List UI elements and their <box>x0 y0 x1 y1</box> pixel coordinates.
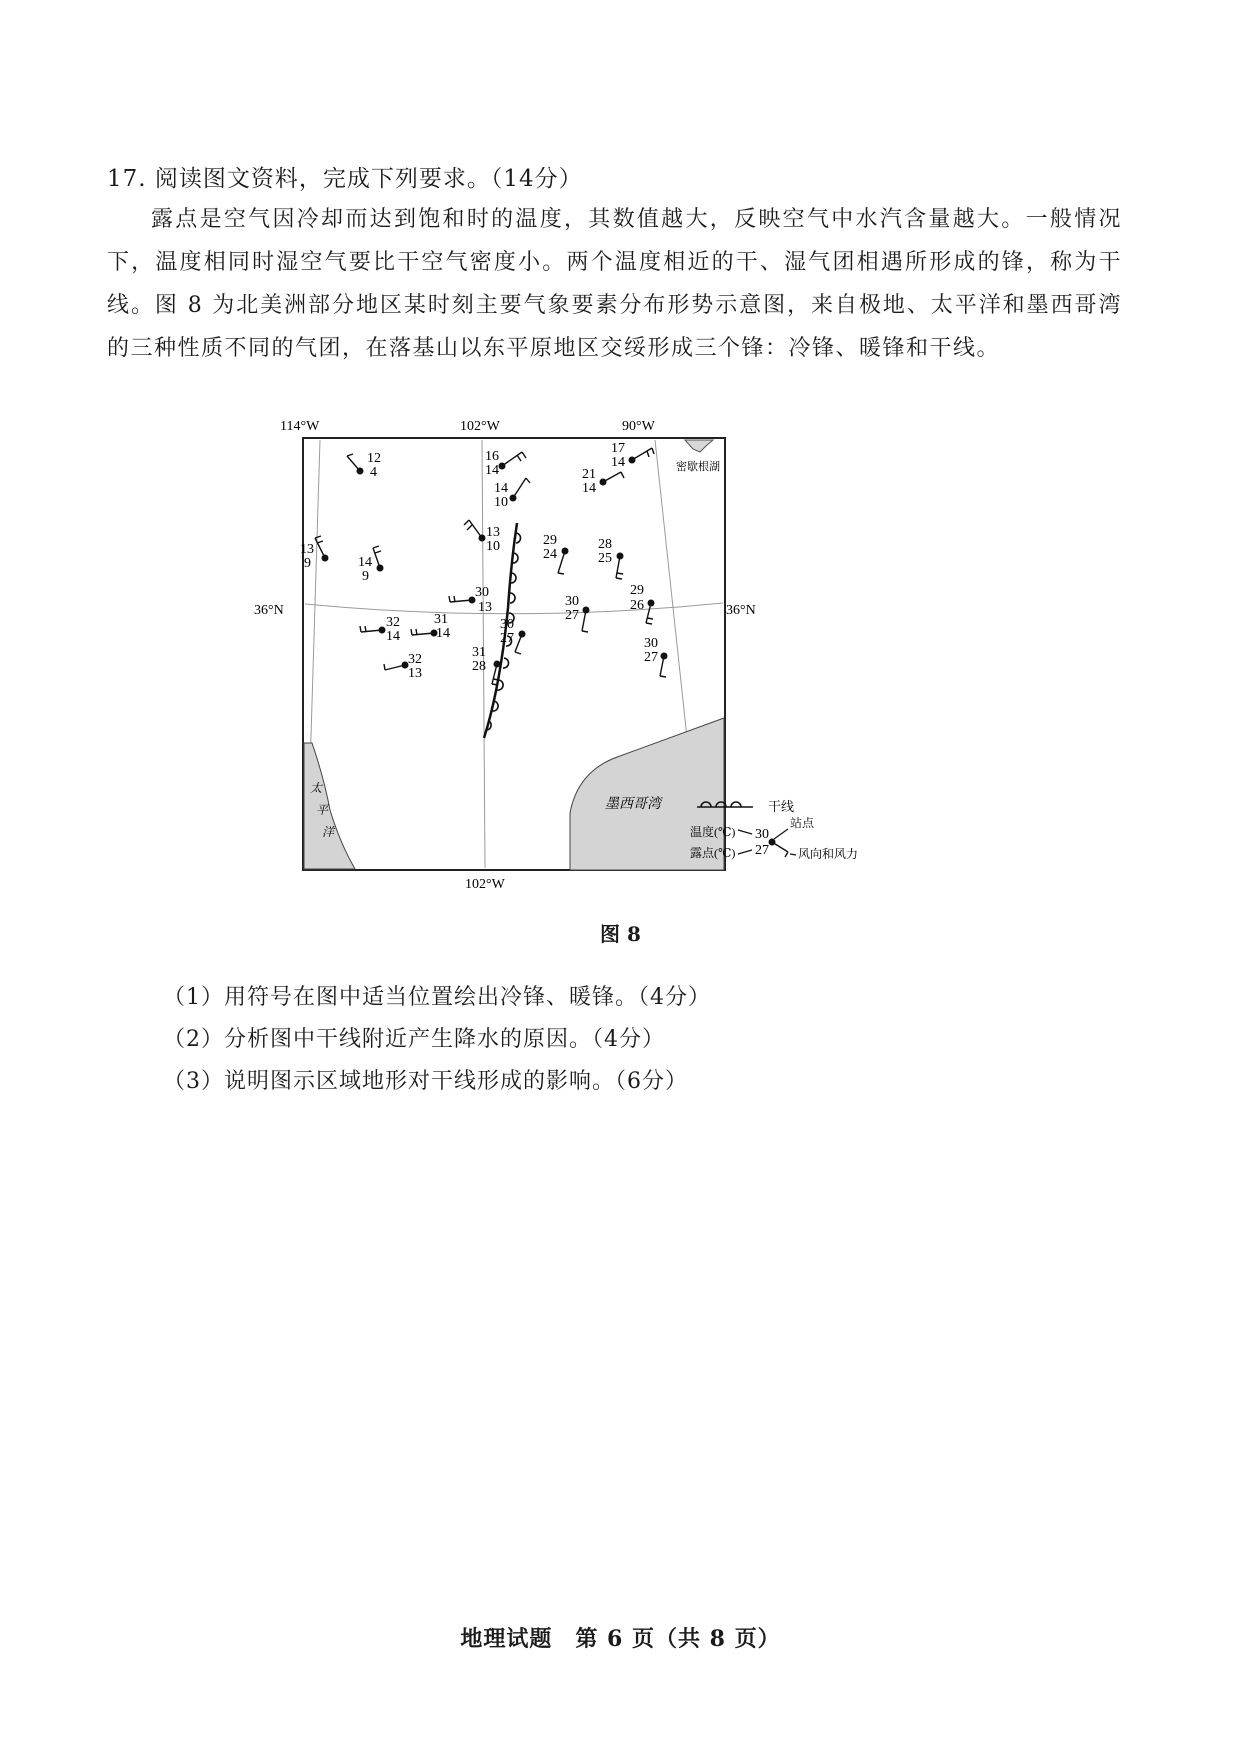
station-dew: 28 <box>472 659 486 674</box>
station-temp: 30 <box>475 585 489 600</box>
station-temp: 30 <box>644 636 658 651</box>
station-dew: 25 <box>598 551 612 566</box>
station-temp: 30 <box>500 617 514 632</box>
legend-station-label: 站点 <box>790 816 815 830</box>
legend-sample-dew: 27 <box>755 843 769 858</box>
station-dew: 4 <box>370 465 377 480</box>
station-temp: 29 <box>630 583 644 598</box>
paragraph-text: 露点是空气因冷却而达到饱和时的温度，其数值越大，反映空气中水汽含量越大。一般情况下，温度相同时湿空气要比干空气密度小。两个温度相近的干、湿气团相遇所形成的锋，称为干线。图 8 为北美洲部分地区某时刻主要气象要素分布形势示意图，来自极地、太平洋和墨西哥湾的三种性质不同的气团，在落基山以东平原地区交绥形成三个锋：冷锋、暖锋和干线。 <box>107 207 1122 361</box>
station-dew: 27 <box>565 608 579 623</box>
station-temp: 30 <box>565 594 579 609</box>
lat-label-left: 36°N <box>254 603 284 618</box>
lon-label-102w: 102°W <box>460 419 500 434</box>
station-dew: 10 <box>486 539 500 554</box>
station-temp: 12 <box>367 451 381 466</box>
legend-sample-temp: 30 <box>755 827 769 842</box>
station-dew: 14 <box>436 626 450 641</box>
lon-label-90w: 90°W <box>622 419 655 434</box>
station-dew: 14 <box>611 455 625 470</box>
station-dew: 13 <box>408 666 422 681</box>
subquestion-3: （3）说明图示区域地形对干线形成的影响。（6分） <box>163 1069 688 1094</box>
legend-temp-label: 温度(℃) <box>690 825 736 839</box>
ocean-label-2: 平 <box>316 803 329 817</box>
lon-label-114w: 114°W <box>280 419 320 434</box>
ocean-label-3: 洋 <box>322 825 335 839</box>
question-paragraph <box>107 198 1122 370</box>
station-dew: 9 <box>304 556 311 571</box>
question-title: 17. 阅读图文资料，完成下列要求。（14分） <box>107 166 583 192</box>
station-temp: 29 <box>543 533 557 548</box>
station-temp: 13 <box>300 542 314 557</box>
figure-caption: 图 8 <box>600 922 641 946</box>
station-dew: 10 <box>494 495 508 510</box>
station-dew: 9 <box>362 569 369 584</box>
station-temp: 32 <box>386 615 400 630</box>
lon-label-bottom: 102°W <box>465 877 505 892</box>
station-temp: 14 <box>494 481 508 496</box>
station-temp: 13 <box>486 525 500 540</box>
lat-label-right: 36°N <box>726 603 756 618</box>
subquestion-2: （2）分析图中干线附近产生降水的原因。（4分） <box>163 1027 665 1052</box>
station-temp: 14 <box>358 555 372 570</box>
gulf-label: 墨西哥湾 <box>605 797 661 812</box>
station-temp: 31 <box>472 645 486 660</box>
station-temp: 28 <box>598 537 612 552</box>
station-temp: 21 <box>582 467 596 482</box>
ocean-label-1: 太 <box>310 781 323 795</box>
station-dew: 27 <box>500 631 514 646</box>
station-dew: 14 <box>485 463 499 478</box>
lake-label: 密歇根湖 <box>676 461 720 473</box>
station-dew: 26 <box>630 598 644 613</box>
legend-wind-label: 风向和风力 <box>798 847 859 861</box>
subquestion-1: （1）用符号在图中适当位置绘出冷锋、暖锋。（4分） <box>163 985 711 1010</box>
station-dew: 13 <box>478 600 492 615</box>
legend-dryline-label: 干线 <box>768 799 795 814</box>
page-footer: 地理试题 第 6 页（共 8 页） <box>460 1626 781 1652</box>
station-dew: 14 <box>582 481 596 496</box>
station-temp: 17 <box>611 441 625 456</box>
legend-dew-label: 露点(℃) <box>690 846 736 860</box>
station-dew: 27 <box>644 650 658 665</box>
station-dew: 24 <box>543 547 557 562</box>
station-dew: 14 <box>386 629 400 644</box>
station-temp: 31 <box>434 612 448 627</box>
station-temp: 16 <box>485 449 499 464</box>
weather-map <box>254 418 1000 908</box>
station-temp: 32 <box>408 652 422 667</box>
